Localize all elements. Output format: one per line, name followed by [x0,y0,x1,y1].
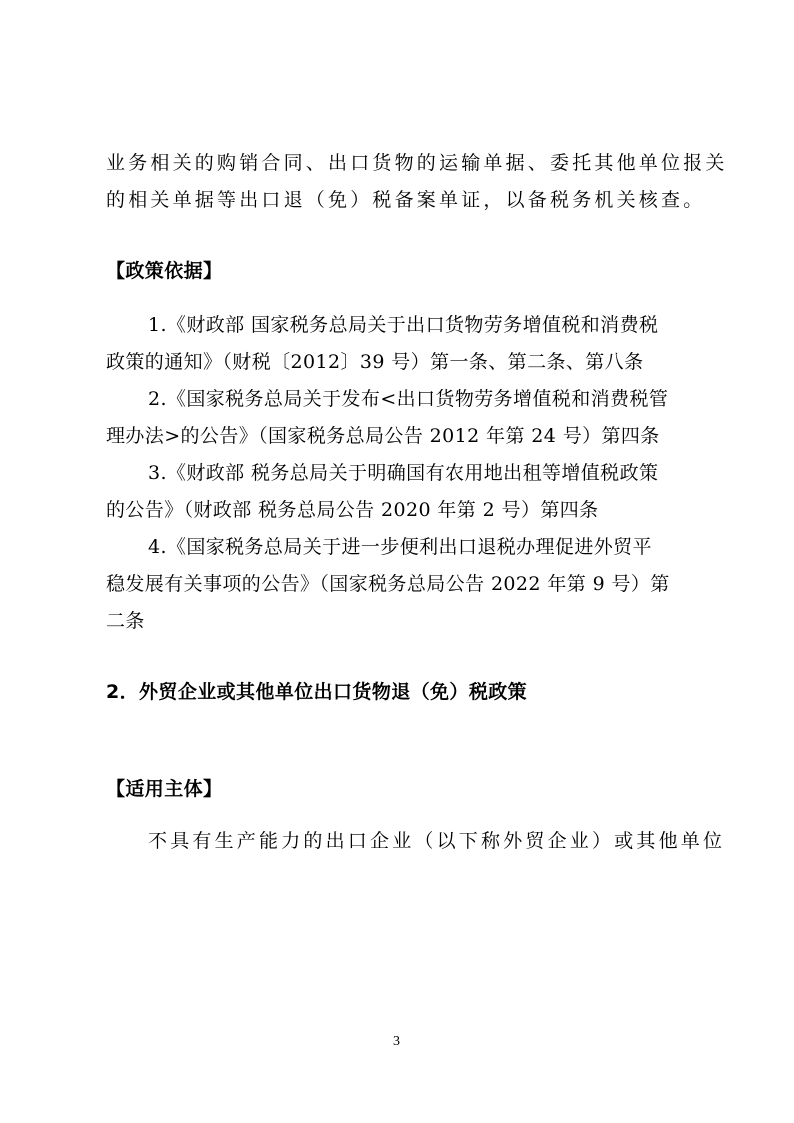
policy-item-line: 3.《财政部 税务总局关于明确国有农用地出租等增值税政策 [148,462,659,484]
policy-item-line: 理办法>的公告》（国家税务总局公告 2012 年第 24 号）第四条 [106,425,660,447]
policy-item-line: 1.《财政部 国家税务总局关于出口货物劳务增值税和消费税 [148,314,659,336]
policy-item-line: 的公告》（财政部 税务总局公告 2020 年第 2 号）第四条 [106,499,599,521]
applicable-subject-line: 不具有生产能力的出口企业（以下称外贸企业）或其他单位 [148,830,726,852]
paragraph-line: 的相关单据等出口退（免）税备案单证，以备税务机关核查。 [106,189,706,211]
paragraph-line: 业务相关的购销合同、出口货物的运输单据、委托其他单位报关 [106,152,728,174]
policy-item-line: 政策的通知》（财税〔2012〕39 号）第一条、第二条、第八条 [106,351,644,373]
policy-item-line: 稳发展有关事项的公告》（国家税务总局公告 2022 年第 9 号）第 [106,573,670,595]
policy-basis-heading: 【政策依据】 [106,260,223,282]
policy-item-line: 4.《国家税务总局关于进一步便利出口退税办理促进外贸平 [148,536,652,558]
section-2-title: 2．外贸企业或其他单位出口货物退（免）税政策 [106,681,528,703]
page-number: 3 [393,1034,400,1049]
applicable-subject-heading: 【适用主体】 [106,778,223,800]
policy-item-line: 2.《国家税务总局关于发布<出口货物劳务增值税和消费税管 [148,388,669,410]
policy-item-line: 二条 [106,610,145,632]
